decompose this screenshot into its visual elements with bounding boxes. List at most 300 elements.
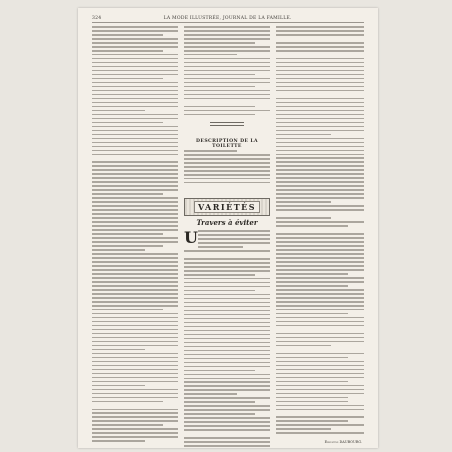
text-line (92, 401, 163, 403)
text-line (92, 393, 178, 395)
text-line (92, 265, 178, 267)
text-line (184, 62, 270, 64)
text-line (92, 106, 178, 108)
text-line (92, 70, 178, 72)
text-line (276, 285, 348, 287)
text-line (92, 269, 178, 271)
text-line (184, 34, 270, 36)
text-line (184, 374, 270, 376)
text-line (276, 377, 364, 379)
text-line (92, 98, 178, 100)
text-line (184, 310, 270, 312)
running-header (92, 14, 364, 23)
text-line (184, 401, 255, 403)
text-line (198, 230, 270, 232)
text-line (276, 74, 364, 76)
text-line (92, 277, 178, 279)
text-line (276, 122, 364, 124)
text-line (276, 173, 364, 175)
text-line (276, 420, 348, 422)
text-line (92, 66, 178, 68)
text-line (92, 440, 145, 442)
text-line (92, 193, 163, 195)
text-line (276, 325, 364, 327)
text-line (92, 46, 178, 48)
text-line (276, 237, 364, 239)
text-line (92, 329, 178, 331)
text-line (92, 253, 178, 255)
text-line (92, 353, 178, 355)
text-line (276, 405, 364, 407)
text-line (276, 189, 364, 191)
text-line (276, 102, 364, 104)
text-line (276, 357, 348, 359)
text-line (184, 433, 270, 435)
text-line (92, 281, 178, 283)
text-line (92, 130, 178, 132)
text-line (92, 34, 163, 36)
text-line (276, 134, 331, 136)
text-line (276, 217, 331, 219)
text-line (92, 150, 178, 152)
text-line (92, 221, 178, 223)
text-line (276, 393, 364, 395)
text-line (92, 357, 178, 359)
text-line (276, 54, 364, 56)
text-line (276, 365, 364, 367)
text-line (184, 278, 270, 280)
text-line (276, 261, 364, 263)
text-line (276, 78, 364, 80)
text-line (92, 285, 178, 287)
text-line (184, 254, 270, 256)
text-line (276, 349, 364, 351)
text-line (276, 432, 364, 434)
text-line (92, 381, 178, 383)
text-line (276, 185, 364, 187)
text-line (184, 378, 270, 380)
text-line (184, 413, 255, 415)
text-line (184, 162, 270, 164)
text-line (276, 241, 364, 243)
text-line (276, 138, 364, 140)
text-line (184, 342, 270, 344)
text-line (184, 90, 270, 92)
text-line (184, 78, 270, 80)
text-line (92, 229, 178, 231)
text-line (92, 157, 178, 159)
text-line (92, 142, 178, 144)
text-line (92, 185, 178, 187)
text-line (276, 353, 364, 355)
text-line (276, 333, 364, 335)
text-line (276, 169, 364, 171)
text-line (184, 182, 270, 184)
text-line (276, 201, 331, 203)
text-line (276, 58, 364, 60)
text-line (92, 42, 178, 44)
text-line (184, 94, 270, 96)
text-line (276, 313, 348, 315)
text-line (276, 221, 364, 223)
text-line (276, 289, 364, 291)
text-line (92, 197, 178, 199)
text-line (276, 177, 364, 179)
body-text-block-top (184, 26, 270, 118)
text-line (92, 114, 178, 116)
text-line (92, 305, 178, 307)
text-line (276, 213, 364, 215)
text-line (92, 361, 178, 363)
text-line (276, 165, 364, 167)
text-line (276, 305, 364, 307)
text-line (92, 349, 145, 351)
text-line (276, 389, 364, 391)
text-line (276, 118, 364, 120)
text-line (92, 54, 178, 56)
text-line (276, 26, 364, 28)
text-line (276, 341, 364, 343)
text-line (92, 225, 178, 227)
text-line (92, 30, 178, 32)
text-line (92, 94, 178, 96)
text-line (92, 38, 178, 40)
text-line (276, 114, 364, 116)
text-line (92, 217, 178, 219)
description-title: DESCRIPTION DE LA TOILETTE (196, 139, 258, 149)
text-line (276, 46, 364, 48)
divider (210, 122, 244, 126)
text-line (184, 338, 270, 340)
text-line (276, 381, 348, 383)
text-line (92, 432, 178, 434)
text-line (184, 421, 270, 423)
text-line (198, 246, 243, 248)
newspaper-page (78, 8, 378, 448)
text-line (184, 150, 237, 152)
text-line (184, 106, 255, 108)
text-line (184, 350, 270, 352)
text-line (276, 281, 364, 283)
text-line (92, 126, 178, 128)
text-line (184, 322, 270, 324)
text-line (92, 118, 178, 120)
text-line (92, 420, 178, 422)
text-line (92, 389, 178, 391)
text-line (276, 161, 364, 163)
text-line (276, 277, 364, 279)
text-line (276, 205, 364, 207)
text-line (184, 381, 270, 383)
text-line (276, 90, 364, 92)
text-line (92, 249, 145, 251)
text-line (92, 409, 178, 411)
text-line (92, 50, 163, 52)
text-line (92, 293, 178, 295)
text-line (276, 209, 364, 211)
text-line (276, 265, 364, 267)
text-line (92, 78, 163, 80)
text-line (276, 146, 364, 148)
text-line (276, 157, 364, 159)
text-line (276, 249, 364, 251)
text-line (92, 397, 178, 399)
text-line (276, 428, 331, 430)
page-number: 324 (92, 16, 102, 21)
text-line (184, 270, 270, 272)
text-line (184, 54, 237, 56)
text-line (184, 154, 270, 156)
text-line (184, 290, 255, 292)
text-line (184, 158, 270, 160)
text-line (276, 110, 364, 112)
text-line (184, 417, 270, 419)
text-line (276, 345, 331, 347)
text-line (184, 314, 270, 316)
text-line (184, 302, 270, 304)
text-line (92, 173, 178, 175)
text-line (184, 42, 255, 44)
text-line (92, 405, 178, 407)
text-line (276, 424, 364, 426)
text-column-2 (184, 26, 270, 438)
text-line (92, 273, 178, 275)
text-line (92, 169, 178, 171)
body-text-lines (276, 26, 364, 438)
text-line (276, 233, 364, 235)
text-line (92, 377, 178, 379)
text-line (92, 122, 163, 124)
text-line (92, 416, 178, 418)
text-line (184, 258, 270, 260)
text-line (276, 225, 348, 227)
text-line (276, 82, 364, 84)
text-line (92, 86, 178, 88)
text-line (92, 321, 178, 323)
text-line (276, 130, 364, 132)
text-line (92, 205, 178, 207)
text-line (184, 102, 270, 104)
text-line (92, 261, 178, 263)
text-line (92, 257, 178, 259)
text-line (184, 393, 237, 395)
text-line (92, 337, 178, 339)
text-line (184, 262, 270, 264)
text-line (184, 298, 270, 300)
journal-title: LA MODE ILLUSTRÉE, JOURNAL DE LA FAMILLE. (163, 16, 292, 21)
text-line (276, 412, 364, 414)
text-line (92, 146, 178, 148)
text-line (276, 50, 364, 52)
text-line (276, 309, 364, 311)
text-line (276, 401, 348, 403)
text-line (276, 62, 364, 64)
text-line (276, 98, 364, 100)
text-line (276, 317, 364, 319)
text-line (92, 428, 178, 430)
text-line (184, 170, 270, 172)
text-line (92, 385, 145, 387)
text-line (276, 193, 364, 195)
text-line (92, 74, 178, 76)
text-line (276, 181, 364, 183)
text-line (184, 274, 255, 276)
text-line (184, 326, 270, 328)
text-line (276, 150, 364, 152)
body-text-lines (92, 26, 178, 438)
text-line (184, 405, 270, 407)
text-line (92, 412, 178, 414)
rubrique-title: VARIÉTÉS (194, 201, 260, 213)
text-line (276, 293, 364, 295)
text-line (276, 269, 364, 271)
drop-cap: U (184, 228, 198, 247)
text-line (276, 361, 364, 363)
text-line (198, 238, 270, 240)
text-line (276, 416, 364, 418)
text-line (276, 397, 348, 399)
text-line (184, 74, 255, 76)
text-line (184, 306, 270, 308)
text-line (92, 90, 178, 92)
text-line (184, 358, 270, 360)
text-line (276, 154, 364, 156)
text-line (184, 286, 270, 288)
text-line (184, 366, 270, 368)
text-line (184, 294, 270, 296)
text-line (184, 30, 270, 32)
text-line (184, 429, 270, 431)
text-line (184, 110, 270, 112)
text-line (92, 161, 178, 163)
text-line (184, 38, 270, 40)
text-line (184, 318, 270, 320)
text-line (276, 301, 364, 303)
text-line (184, 445, 270, 447)
text-line (276, 42, 364, 44)
text-column-3 (276, 26, 364, 444)
text-line (276, 253, 364, 255)
text-line (92, 154, 178, 156)
text-line (184, 389, 270, 391)
text-line (276, 86, 364, 88)
text-line (276, 329, 364, 331)
text-line (92, 436, 178, 438)
text-line (184, 82, 270, 84)
text-line (276, 197, 364, 199)
text-line (184, 409, 270, 411)
text-line (92, 189, 178, 191)
text-line (276, 409, 364, 411)
text-line (92, 313, 178, 315)
text-line (276, 297, 364, 299)
text-line (276, 373, 364, 375)
text-line (184, 250, 270, 252)
text-column-1 (92, 26, 178, 438)
text-line (276, 34, 364, 36)
text-line (276, 106, 364, 108)
text-line (184, 354, 270, 356)
text-line (92, 138, 178, 140)
text-line (92, 209, 178, 211)
text-line (184, 441, 270, 443)
text-line (92, 62, 178, 64)
text-line (92, 369, 178, 371)
text-line (184, 174, 270, 176)
text-line (92, 213, 178, 215)
text-line (92, 289, 178, 291)
text-line (92, 333, 178, 335)
text-line (276, 70, 364, 72)
text-line (184, 66, 270, 68)
text-line (184, 346, 270, 348)
text-line (184, 385, 270, 387)
text-line (92, 233, 163, 235)
text-line (92, 177, 178, 179)
text-line (92, 317, 178, 319)
text-line (184, 362, 270, 364)
text-line (276, 385, 364, 387)
text-line (184, 334, 270, 336)
text-line (184, 58, 270, 60)
text-line (276, 38, 364, 40)
text-line (184, 266, 270, 268)
text-line (92, 241, 178, 243)
text-line (184, 26, 270, 28)
text-line (184, 70, 270, 72)
text-line (92, 365, 178, 367)
text-line (92, 134, 178, 136)
article-title: Travers à éviter (196, 218, 258, 227)
text-line (184, 282, 270, 284)
text-line (92, 325, 178, 327)
text-line (92, 297, 178, 299)
text-line (92, 110, 145, 112)
description-text (184, 150, 270, 188)
text-line (184, 166, 270, 168)
text-line (92, 301, 178, 303)
text-line (184, 397, 270, 399)
text-line (276, 30, 364, 32)
text-line (276, 273, 348, 275)
signature: Ernestine DAUBOURG. (324, 440, 362, 444)
text-line (92, 341, 178, 343)
text-line (276, 369, 364, 371)
text-line (184, 425, 270, 427)
text-line (276, 142, 364, 144)
text-line (198, 234, 270, 236)
text-line (276, 257, 364, 259)
text-line (184, 98, 270, 100)
text-line (92, 237, 178, 239)
text-line (92, 345, 178, 347)
text-line (276, 94, 364, 96)
text-line (184, 178, 270, 180)
text-line (92, 309, 163, 311)
text-line (276, 321, 364, 323)
text-line (184, 114, 255, 116)
text-line (276, 126, 364, 128)
article-text (184, 250, 270, 450)
text-line (92, 102, 178, 104)
text-line (184, 370, 255, 372)
text-line (92, 181, 178, 183)
text-line (184, 86, 255, 88)
text-line (184, 50, 270, 52)
text-line (92, 201, 178, 203)
text-line (198, 242, 270, 244)
text-line (276, 245, 364, 247)
